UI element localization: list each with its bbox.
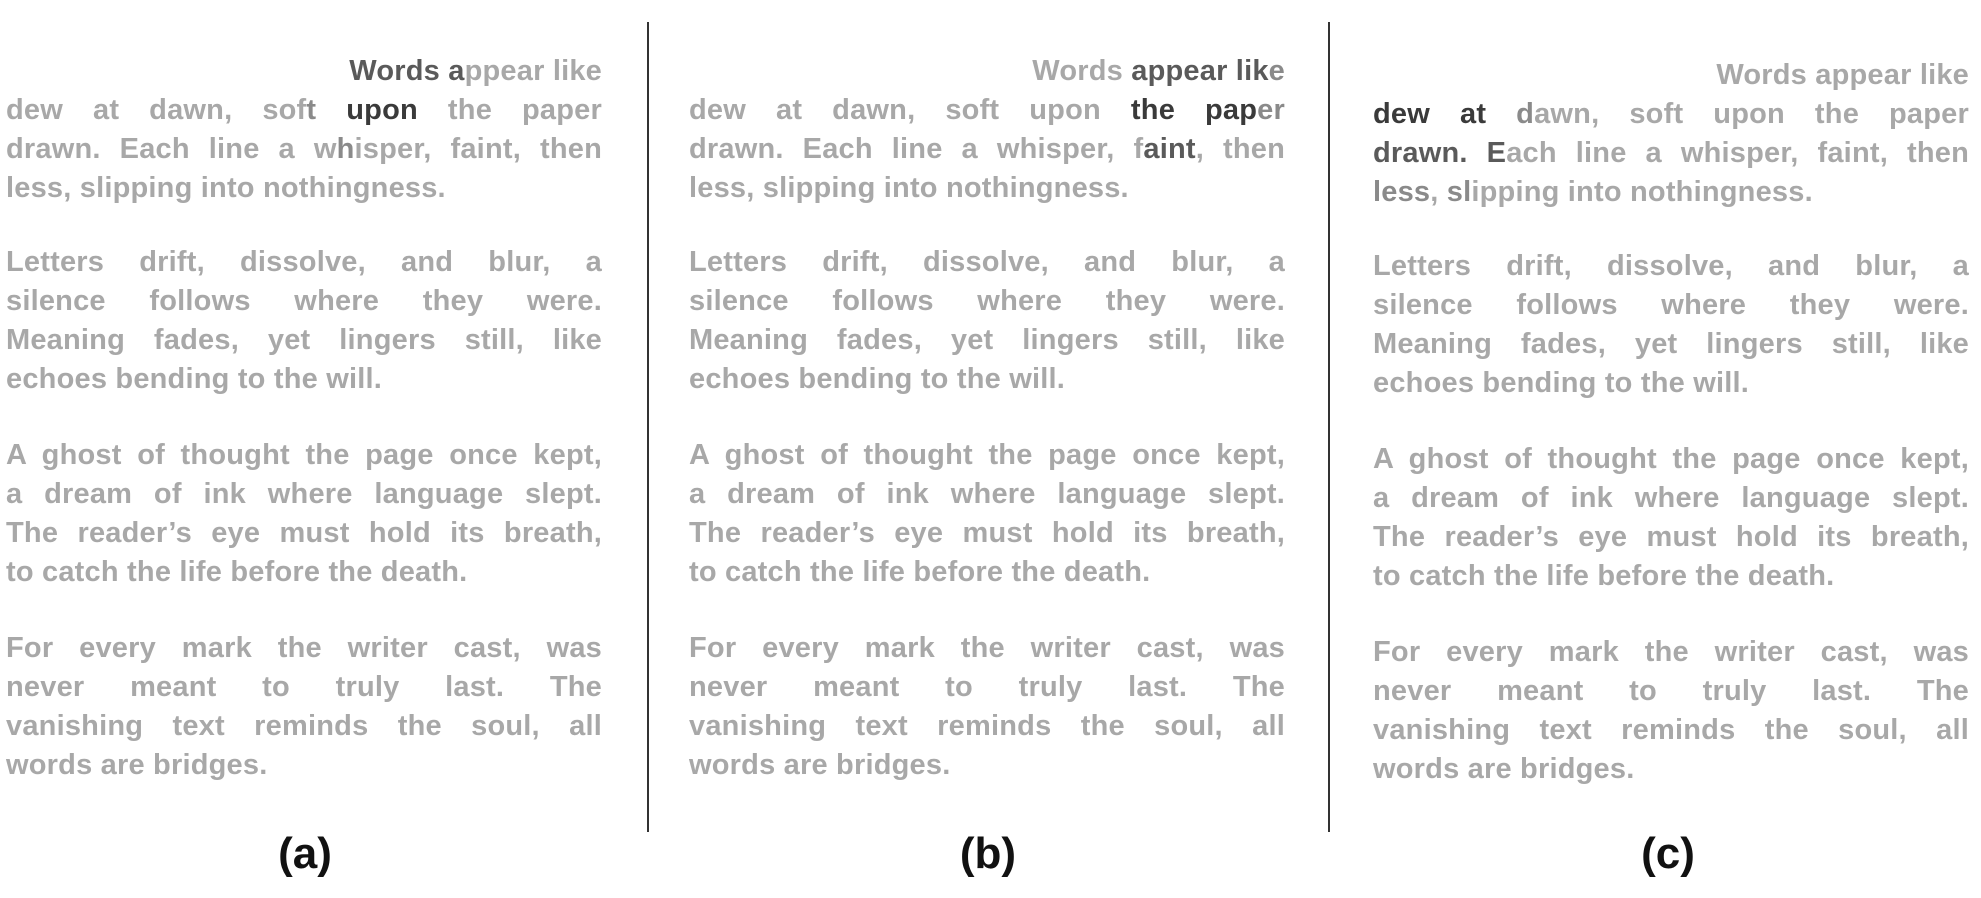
highlighted-text: appear lik: [1131, 55, 1269, 87]
faded-text: For every mark the writer cast, was: [689, 632, 1285, 664]
faded-text: A ghost of thought the page once kept,: [1373, 443, 1969, 475]
faded-text: For every mark the writer cast, was: [6, 632, 602, 664]
faded-text: silence follows where they were.: [6, 285, 602, 317]
faded-text: a dream of ink where language slept.: [6, 478, 602, 510]
highlighted-text: less: [1373, 176, 1431, 208]
poem-line: [6, 243, 602, 282]
poem-line: [689, 553, 1285, 592]
poem-line: [689, 668, 1285, 707]
highlighted-text: d: [1516, 98, 1535, 130]
highlighted-text: upon: [346, 94, 418, 126]
poem-line: [1373, 325, 1969, 364]
faded-text: never meant to truly last. The: [6, 671, 602, 703]
poem-line: [1373, 750, 1969, 789]
faded-text: never meant to truly last. The: [1373, 675, 1969, 707]
faded-text: less, slipping into nothingness.: [689, 172, 1129, 204]
faded-text: silence follows where they were.: [689, 285, 1285, 317]
faded-text: to catch the life before the death.: [689, 556, 1151, 588]
panel-label-a: (a): [278, 829, 332, 878]
faded-text: Letters drift, dissolve, and blur, a: [689, 246, 1285, 278]
highlighted-text: drawn. E: [1373, 137, 1507, 169]
faded-text: The reader’s eye must hold its breath,: [6, 517, 602, 549]
poem-line: [6, 282, 602, 321]
faded-text: ,: [1430, 176, 1447, 208]
faded-text: words are bridges.: [6, 749, 268, 781]
poem-line: [6, 52, 602, 91]
highlighted-text: sl: [1446, 176, 1472, 208]
faded-text: to catch the life before the death.: [1373, 560, 1835, 592]
stanza-4: [689, 629, 1285, 785]
faded-text: drawn. Each line a w: [6, 133, 337, 165]
poem-line: [1373, 95, 1969, 134]
poem-line: [689, 282, 1285, 321]
poem-line: [6, 91, 602, 130]
poem-line: [689, 52, 1285, 91]
poem-panel-a: [6, 0, 602, 898]
highlighted-text: er: [1257, 94, 1285, 126]
poem-line: [1373, 711, 1969, 750]
panel-label-b: (b): [959, 829, 1017, 878]
faded-text: The reader’s eye must hold its breath,: [689, 517, 1285, 549]
faded-text: echoes bending to the will.: [689, 363, 1065, 395]
poem-line: [1373, 286, 1969, 325]
faded-text: never meant to truly last. The: [689, 671, 1285, 703]
poem-line: [6, 553, 602, 592]
poem-line: [1373, 518, 1969, 557]
poem-line: [689, 629, 1285, 668]
poem-line: [6, 514, 602, 553]
faded-text: dew at dawn, sof: [6, 94, 307, 126]
poem-line: [6, 130, 602, 169]
poem-line: [689, 169, 1285, 208]
poem-line: [1373, 557, 1969, 596]
highlighted-text: h: [336, 133, 355, 165]
poem-line: [689, 436, 1285, 475]
faded-text: ach line a whisper, faint, then: [1506, 137, 1969, 169]
faded-text: vanishing text reminds the soul, all: [6, 710, 602, 742]
poem-line: [1373, 247, 1969, 286]
faded-text: Letters drift, dissolve, and blur, a: [1373, 250, 1969, 282]
poem-line: [689, 475, 1285, 514]
highlighted-text: a: [448, 55, 465, 87]
poem-line: [6, 629, 602, 668]
highlighted-text: t: [306, 94, 347, 126]
faded-text: echoes bending to the will.: [6, 363, 382, 395]
faded-text: Words: [1032, 55, 1132, 87]
faded-text: awn, soft upon the paper: [1534, 98, 1969, 130]
faded-text: a dream of ink where language slept.: [689, 478, 1285, 510]
stanza-1: [689, 52, 1285, 208]
poem-line: [1373, 134, 1969, 173]
faded-text: The reader’s eye must hold its breath,: [1373, 521, 1969, 553]
faded-text: vanishing text reminds the soul, all: [689, 710, 1285, 742]
poem-line: [6, 360, 602, 399]
faded-text: a dream of ink where language slept.: [1373, 482, 1969, 514]
poem-line: [1373, 173, 1969, 212]
poem-panel-c: [1373, 0, 1969, 898]
poem-line: [1373, 56, 1969, 95]
faded-text: Meaning fades, yet lingers still, like: [6, 324, 602, 356]
stanza-3: [6, 436, 602, 592]
panel-divider: [647, 22, 649, 832]
faded-text: Meaning fades, yet lingers still, like: [1373, 328, 1969, 360]
stanza-1: [6, 52, 602, 208]
poem-line: [689, 514, 1285, 553]
stanza-1: [1373, 56, 1969, 212]
stanza-2: [689, 243, 1285, 399]
faded-text: For every mark the writer cast, was: [1373, 636, 1969, 668]
faded-text: silence follows where they were.: [1373, 289, 1969, 321]
poem-line: [1373, 633, 1969, 672]
faded-text: isper, faint, then: [354, 133, 602, 165]
panel-divider: [1328, 22, 1330, 832]
stanza-2: [1373, 247, 1969, 403]
faded-text: vanishing text reminds the soul, all: [1373, 714, 1969, 746]
poem-line: [1373, 672, 1969, 711]
stanza-4: [6, 629, 602, 785]
poem-line: [689, 243, 1285, 282]
faded-text: to catch the life before the death.: [6, 556, 468, 588]
faded-text: , then: [1195, 133, 1285, 165]
highlighted-text: Words: [349, 55, 449, 87]
poem-line: [1373, 440, 1969, 479]
poem-line: [689, 360, 1285, 399]
stanza-2: [6, 243, 602, 399]
stanza-4: [1373, 633, 1969, 789]
faded-text: Letters drift, dissolve, and blur, a: [6, 246, 602, 278]
poem-line: [6, 321, 602, 360]
faded-text: words are bridges.: [689, 749, 951, 781]
faded-text: ppear like: [464, 55, 602, 87]
faded-text: A ghost of thought the page once kept,: [689, 439, 1285, 471]
poem-line: [6, 668, 602, 707]
faded-text: A ghost of thought the page once kept,: [6, 439, 602, 471]
highlighted-text: aint: [1143, 133, 1196, 165]
stanza-3: [689, 436, 1285, 592]
poem-line: [689, 91, 1285, 130]
poem-line: [6, 475, 602, 514]
poem-line: [689, 746, 1285, 785]
poem-line: [689, 321, 1285, 360]
poem-line: [1373, 479, 1969, 518]
faded-text: Words appear like: [1716, 59, 1969, 91]
poem-line: [6, 436, 602, 475]
stanza-3: [1373, 440, 1969, 596]
highlighted-text: e: [1268, 55, 1285, 87]
faded-text: ipping into nothingness.: [1471, 176, 1813, 208]
faded-text: the paper: [417, 94, 602, 126]
poem-panel-b: [689, 0, 1285, 898]
highlighted-text: dew at: [1373, 98, 1517, 130]
faded-text: words are bridges.: [1373, 753, 1635, 785]
panel-label-c: (c): [1641, 829, 1695, 878]
faded-text: drawn. Each line a whisper, f: [689, 133, 1144, 165]
poem-line: [689, 707, 1285, 746]
poem-line: [6, 169, 602, 208]
highlighted-text: the pap: [1130, 94, 1258, 126]
poem-line: [689, 130, 1285, 169]
faded-text: dew at dawn, soft upon: [689, 94, 1131, 126]
poem-line: [1373, 364, 1969, 403]
faded-text: less, slipping into nothingness.: [6, 172, 446, 204]
poem-line: [6, 746, 602, 785]
faded-text: Meaning fades, yet lingers still, like: [689, 324, 1285, 356]
poem-line: [6, 707, 602, 746]
faded-text: echoes bending to the will.: [1373, 367, 1749, 399]
